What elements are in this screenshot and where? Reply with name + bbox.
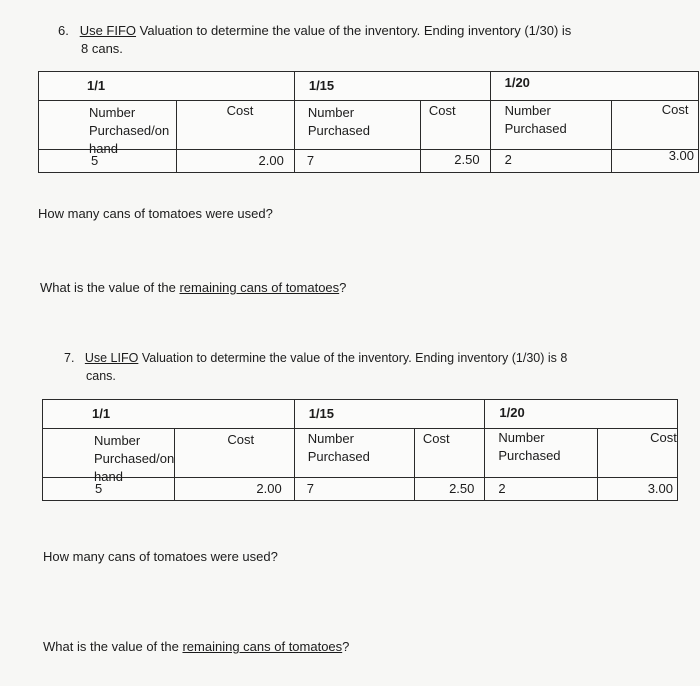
q7-date-1-1: 1/1 [92, 406, 111, 421]
q6-label-cost-2: Cost [428, 103, 456, 118]
q7-label-purchased-3: Number Purchased [498, 430, 561, 463]
q7-number: 7. [64, 351, 75, 365]
q6-date-1-20: 1/20 [504, 75, 530, 90]
q7-label-onhand: Number Purchased/on hand [94, 433, 175, 484]
q6-number: 6. [58, 23, 69, 38]
q6-label-purchased-3: Number Purchased [504, 103, 567, 136]
q6-value-question: What is the value of the remaining cans of tomatoes? [40, 280, 347, 295]
q6-label-onhand: Number Purchased/on hand [89, 105, 170, 156]
q7-title-line2: cans. [86, 369, 116, 383]
q6-label-cost-1: Cost [226, 103, 254, 118]
q7-label-purchased-2: Number Purchased [307, 431, 370, 464]
q6-cost-1-20: 3.00 [668, 148, 694, 163]
q7-date-1-15: 1/15 [308, 406, 335, 421]
q6-date-1-1: 1/1 [87, 78, 106, 93]
q7-label-cost-1: Cost [227, 432, 255, 447]
q6-cost-1-1: 2.00 [258, 153, 284, 168]
q7-cans-used-question: How many cans of tomatoes were used? [43, 549, 278, 564]
q7-qty-1-15: 7 [306, 481, 314, 496]
q6-cost-1-15: 2.50 [454, 152, 480, 167]
q7-cost-1-1: 2.00 [256, 481, 282, 496]
q7-value-underlined: remaining cans of tomatoes [182, 639, 343, 654]
q6-inventory-table [38, 71, 699, 173]
q7-title [64, 349, 567, 385]
q6-label-purchased-2: Number Purchased [307, 105, 370, 138]
q6-value-underlined: remaining cans of tomatoes [179, 280, 340, 295]
q7-qty-1-1: 5 [95, 481, 103, 496]
q7-label-cost-2: Cost [422, 431, 450, 446]
q7-method: Use LIFO [84, 351, 139, 365]
q6-method: Use FIFO [79, 23, 137, 38]
q7-inventory-table [42, 399, 678, 501]
q7-date-1-20: 1/20 [499, 405, 525, 420]
q6-qty-1-1: 5 [91, 153, 99, 168]
q7-label-cost-3: Cost [650, 430, 677, 445]
q7-title-rest: Valuation to determine the value of the inventory. Ending inventory (1/30) is 8 [138, 351, 568, 365]
q6-title-rest: Valuation to determine the value of the inventory. Ending inventory (1/30) is [136, 23, 572, 38]
q7-value-question: What is the value of the remaining cans of tomatoes? [43, 639, 350, 654]
q7-cost-1-15: 2.50 [449, 481, 475, 496]
q6-title-line2: 8 cans. [81, 41, 123, 56]
q6-qty-1-15: 7 [306, 153, 315, 168]
q6-date-1-15: 1/15 [308, 78, 335, 93]
q6-label-cost-3: Cost [661, 102, 689, 117]
q6-title [58, 22, 571, 58]
q7-qty-1-20: 2 [498, 481, 506, 496]
q7-cost-1-20: 3.00 [647, 481, 673, 496]
q6-qty-1-20: 2 [504, 152, 512, 167]
q6-cans-used-question: How many cans of tomatoes were used? [38, 206, 273, 221]
